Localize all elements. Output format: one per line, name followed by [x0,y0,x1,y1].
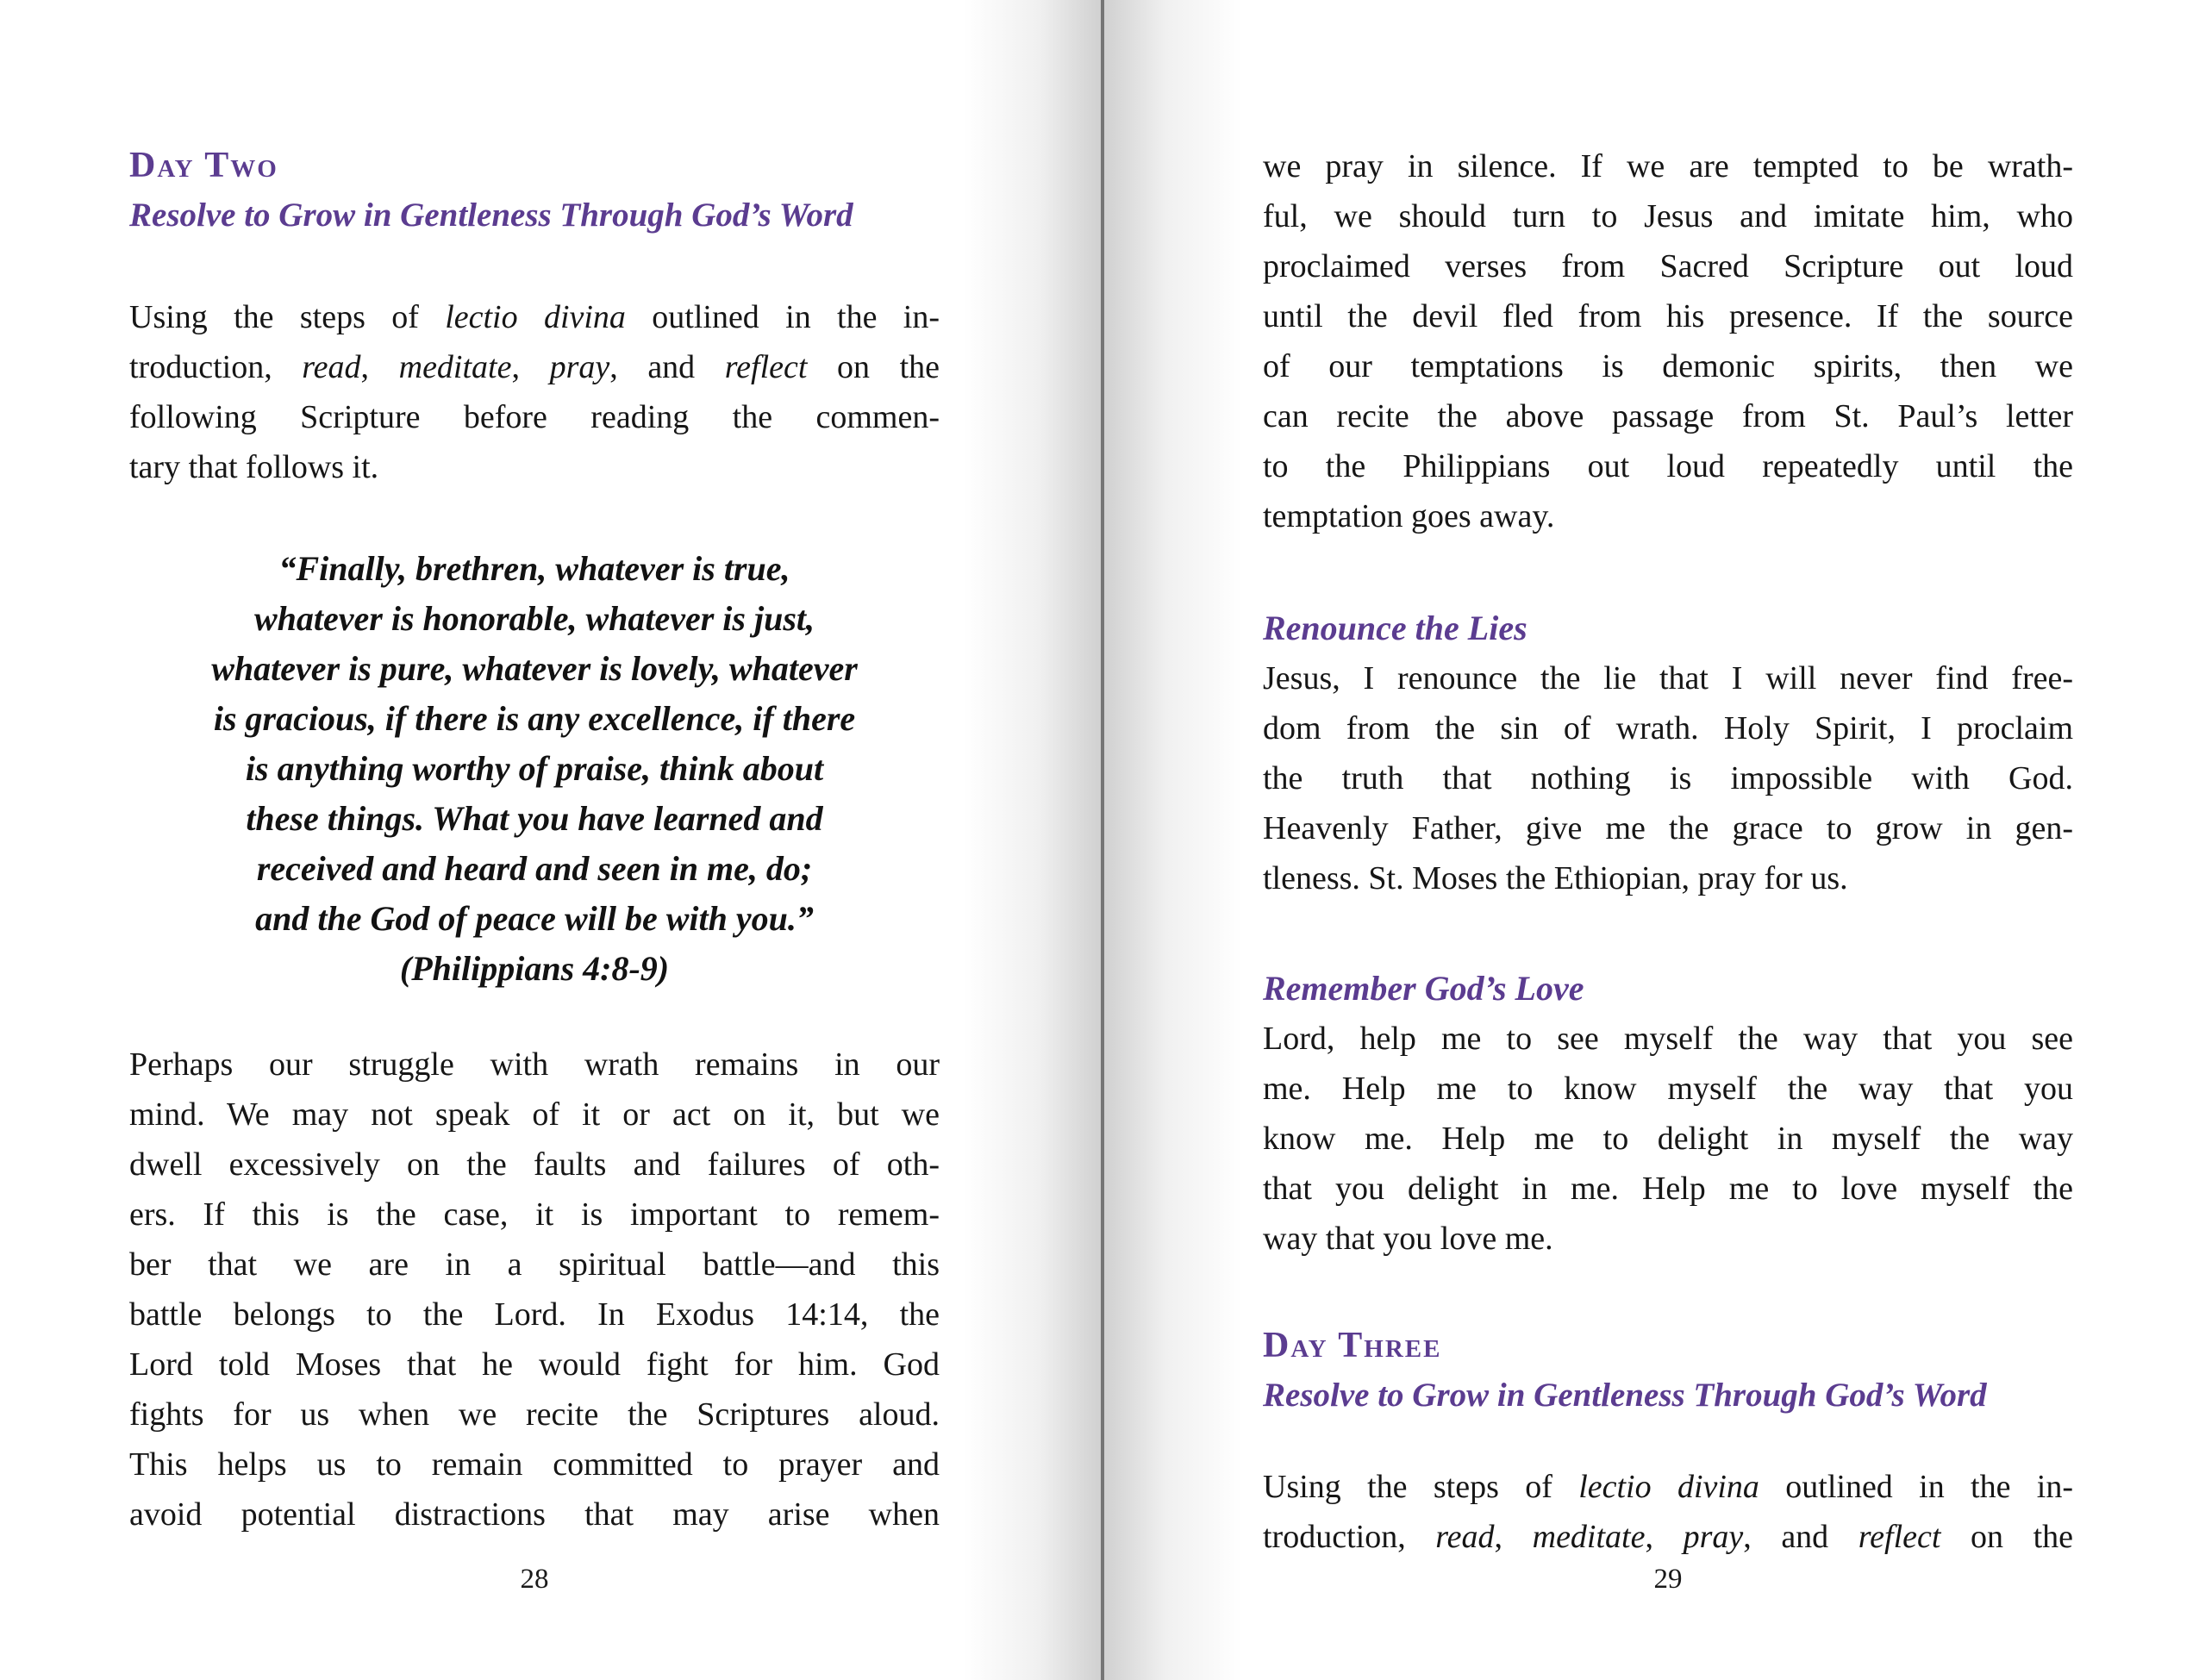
day-two-subtitle: Resolve to Grow in Gentleness Through God’s Word [129,197,853,234]
text-line: temptation goes away. [1263,498,1555,534]
text-segment: pray [1683,1519,1744,1555]
text-segment: , and [1743,1519,1859,1555]
left-page [129,0,940,1595]
text-segment: meditate [398,349,512,385]
quote-line: “Finally, brethren, whatever is true, [278,549,790,588]
text-segment: on the [807,349,940,385]
text-segment: , and [609,349,725,385]
day-three-heading: Day Three [1263,1326,1442,1365]
renounce-heading: Renounce the Lies [1263,609,1527,647]
text-line [129,392,940,442]
text-line: battle belongs to the Lord. In Exodus 14:14, the [129,1296,940,1333]
text-segment: , [1645,1519,1684,1555]
text-segment: outlined in the in- [1759,1469,2074,1505]
text-line: of our temptations is demonic spirits, then we [1263,348,2073,384]
quote-line: these things. What you have learned and [246,799,823,838]
gutter-shadow-right [1104,0,1242,1680]
text-line: until the devil fled from his presence. If the source [1263,298,2073,334]
text-line: Perhaps our struggle with wrath remains in our [129,1046,940,1083]
quote-line: and the God of peace will be with you.” [255,899,814,938]
renounce-paragraph [1263,653,2073,903]
text-line [129,442,940,492]
text-line: we pray in silence. If we are tempted to be wrath- [1263,148,2073,184]
page-number-right: 29 [1653,1564,1683,1595]
text-segment: tary that follows it. [129,449,379,485]
text-segment: Using the steps of [129,299,446,335]
text-segment: outlined in the in- [625,299,940,335]
text-segment: on the [1940,1519,2074,1555]
text-line: tleness. St. Moses the Ethiopian, pray for us. [1263,860,1848,896]
text-segment: lectio divina [445,299,626,335]
page-number-left: 28 [520,1564,549,1595]
text-line: me. Help me to know myself the way that you [1263,1071,2073,1107]
text-segment: meditate [1532,1519,1646,1555]
intro-paragraph [129,292,940,492]
text-segment: , [1494,1519,1533,1555]
text-line: Jesus, I renounce the lie that I will never find free- [1263,660,2073,696]
remember-heading: Remember God’s Love [1263,969,1584,1008]
text-line [1263,1462,2073,1512]
gutter-shadow-left [963,0,1101,1680]
text-segment: read [302,349,361,385]
text-line [129,292,940,342]
quote-line: received and heard and seen in me, do; [256,849,813,888]
text-segment: troduction, [129,349,303,385]
day-three-subtitle: Resolve to Grow in Gentleness Through God’s Word [1263,1377,1987,1414]
text-line: dom from the sin of wrath. Holy Spirit, I proclaim [1263,710,2073,746]
quote-citation: (Philippians 4:8-9) [399,949,670,988]
text-segment: reflect [724,349,808,385]
text-line: know me. Help me to delight in myself the way [1263,1121,2073,1157]
scripture-quote [129,544,940,994]
text-segment: Using the steps of [1263,1469,1579,1505]
text-line [1263,1512,2073,1562]
right-page [1263,0,2074,1595]
text-segment: pray [549,349,610,385]
text-line: Heavenly Father, give me the grace to grow in gen- [1263,810,2073,846]
text-segment: reflect [1858,1519,1941,1555]
text-segment: troduction, [1263,1519,1436,1555]
day-two-heading: Day Two [129,146,278,185]
text-line: to the Philippians out loud repeatedly until the [1263,448,2073,484]
book-spine-line [1101,0,1104,1680]
text-segment: , [511,349,550,385]
text-segment: lectio divina [1578,1469,1759,1505]
text-segment: , [360,349,399,385]
quote-line: is anything worthy of praise, think about [245,749,824,788]
text-line: This helps us to remain committed to prayer and [129,1446,940,1483]
text-line: avoid potential distractions that may arise when [129,1496,940,1533]
text-line: dwell excessively on the faults and failures of oth- [129,1146,940,1183]
text-line: fights for us when we recite the Scriptures aloud. [129,1396,940,1433]
quote-line: is gracious, if there is any excellence, if there [213,699,856,738]
text-line [129,342,940,392]
text-line: proclaimed verses from Sacred Scripture out loud [1263,248,2073,284]
continuation-paragraph [1263,141,2073,541]
text-line: way that you love me. [1263,1221,1553,1257]
commentary-paragraph [129,1040,940,1539]
text-line: Lord, help me to see myself the way that you see [1263,1021,2073,1057]
text-segment: following Scripture before reading the commen- [129,399,940,435]
text-segment: read [1435,1519,1495,1555]
quote-line: whatever is pure, whatever is lovely, whatever [211,649,858,688]
text-line: Lord told Moses that he would fight for him. God [129,1346,940,1383]
text-line: ers. If this is the case, it is important to remem- [129,1196,940,1233]
quote-line: whatever is honorable, whatever is just, [253,599,815,638]
text-line: mind. We may not speak of it or act on it, but we [129,1096,940,1133]
text-line: the truth that nothing is impossible with God. [1263,760,2073,796]
remember-paragraph [1263,1014,2073,1264]
text-line: that you delight in me. Help me to love myself the [1263,1171,2073,1207]
text-line: ber that we are in a spiritual battle—and this [129,1246,940,1283]
intro-paragraph-right [1263,1462,2073,1562]
text-line: can recite the above passage from St. Paul’s letter [1263,398,2073,434]
text-line: ful, we should turn to Jesus and imitate him, who [1263,198,2073,234]
